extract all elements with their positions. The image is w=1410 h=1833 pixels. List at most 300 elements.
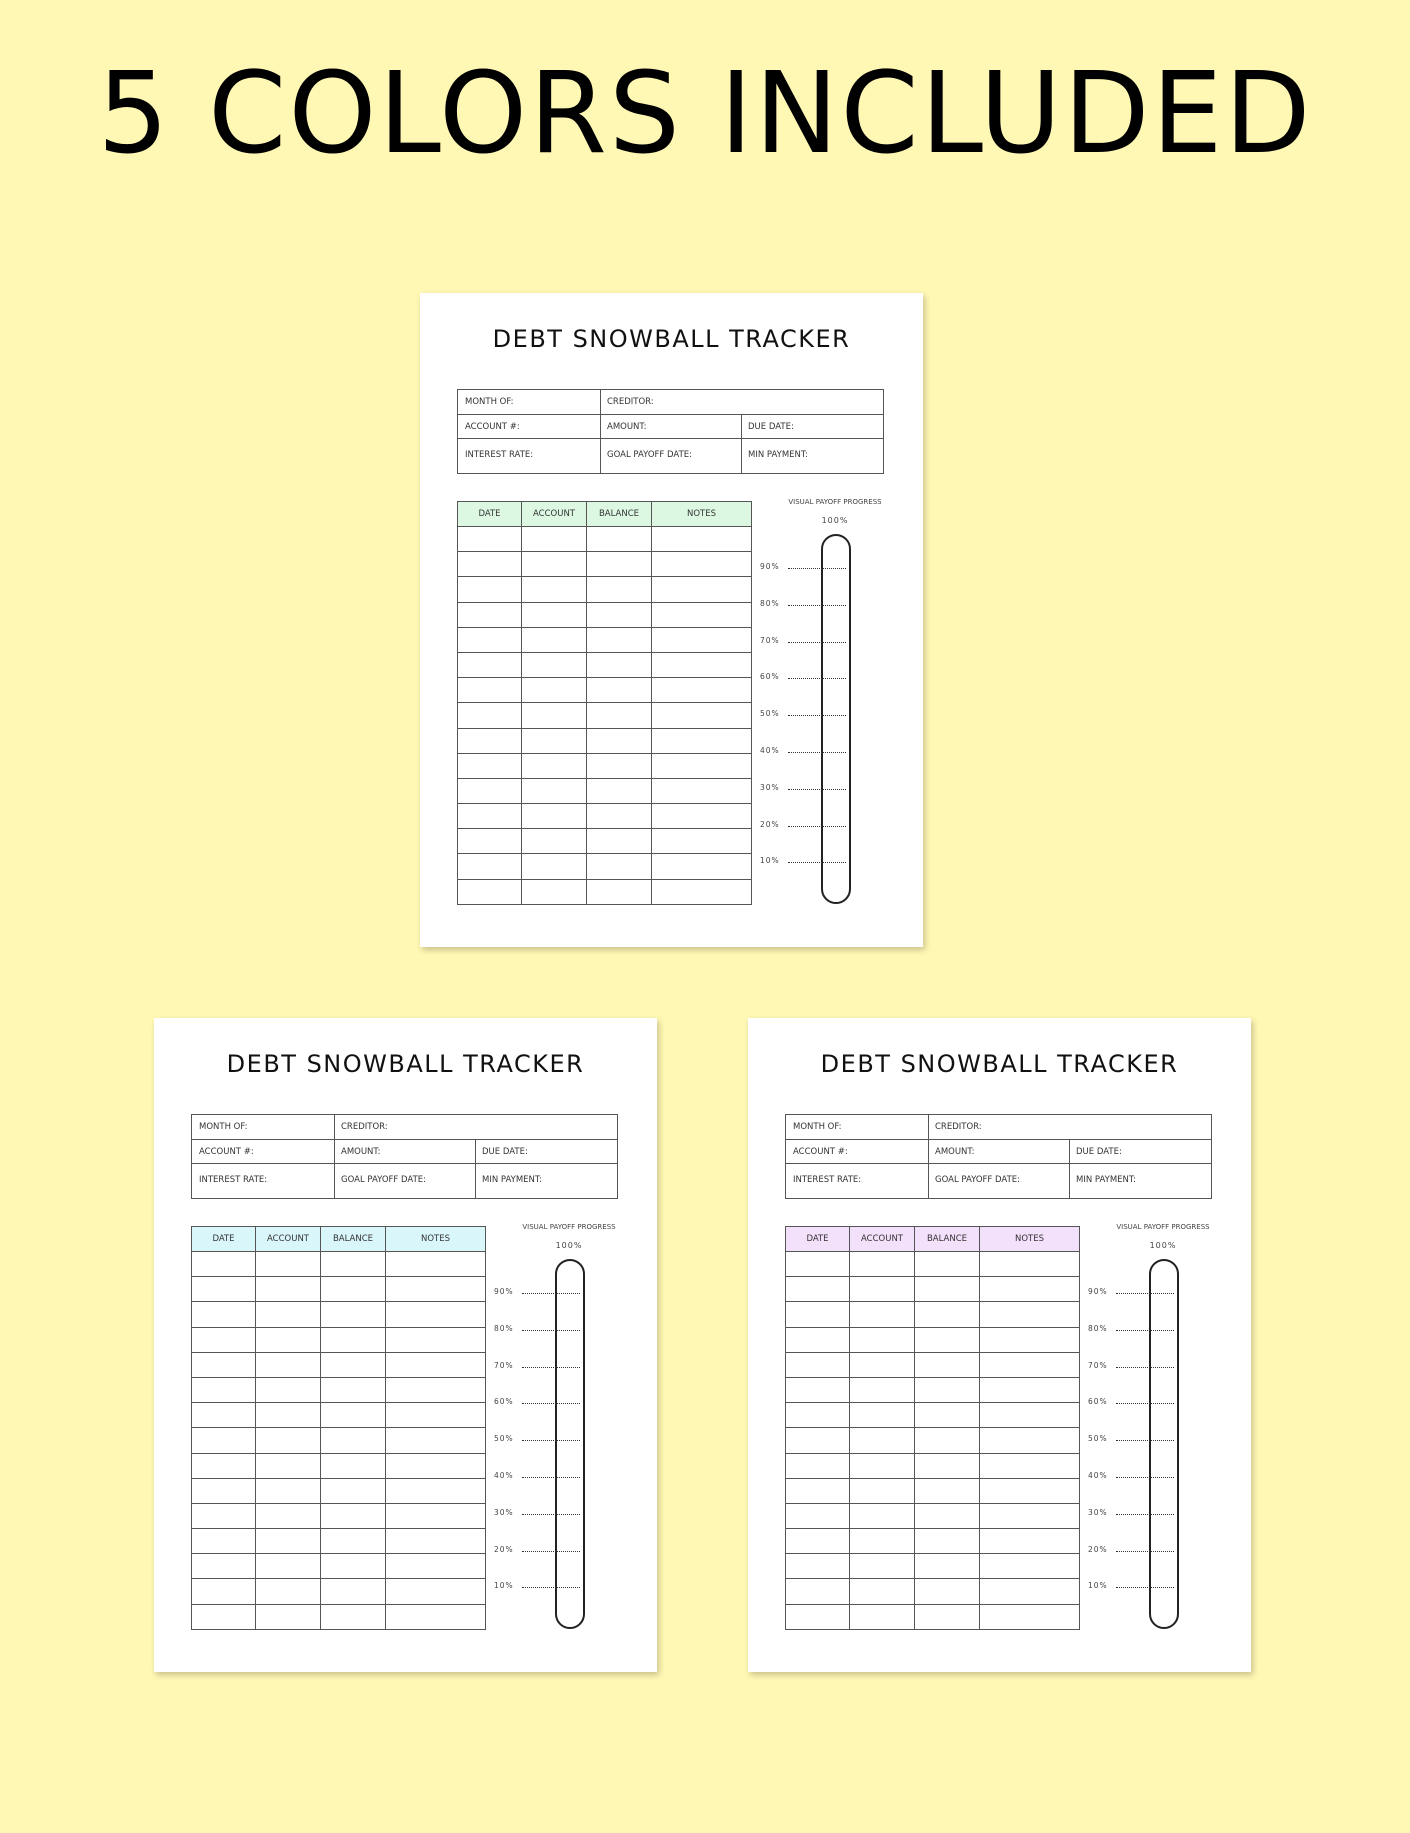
progress-mark-label: 40%: [494, 1471, 514, 1480]
table-cell: [192, 1478, 256, 1503]
account-number-label: ACCOUNT #:: [199, 1147, 254, 1157]
dotted-guide-line: [788, 789, 846, 790]
progress-mark: [760, 672, 880, 682]
table-cell: [192, 1327, 256, 1352]
table-cell: [587, 703, 652, 728]
table-cell: [256, 1302, 321, 1327]
dotted-guide-line: [788, 752, 846, 753]
dotted-guide-line: [788, 678, 846, 679]
table-cell: [256, 1503, 321, 1528]
table-cell: [786, 1478, 850, 1503]
table-row: [458, 778, 752, 803]
table-cell: [915, 1327, 980, 1352]
interest-rate-label: INTEREST RATE:: [465, 450, 534, 460]
dotted-guide-line: [788, 568, 846, 569]
payment-log-table: [191, 1226, 486, 1630]
column-header-notes: NOTES: [652, 502, 752, 527]
progress-title: VISUAL PAYOFF PROGRESS: [522, 1223, 616, 1231]
table-row: [458, 703, 752, 728]
table-row: [458, 527, 752, 552]
table-row: [192, 1529, 486, 1554]
progress-mark: [494, 1397, 614, 1407]
table-cell: [652, 879, 752, 904]
progress-mark-label: 80%: [494, 1323, 514, 1333]
table-cell: [587, 753, 652, 778]
table-cell: [980, 1252, 1080, 1277]
table-cell: [915, 1352, 980, 1377]
table-cell: [786, 1327, 850, 1352]
table-row: [192, 1352, 486, 1377]
amount-label: AMOUNT:: [935, 1147, 975, 1157]
table-cell: [850, 1579, 915, 1604]
table-cell: [458, 703, 522, 728]
table-cell: [386, 1277, 486, 1302]
progress-mark: [1088, 1434, 1208, 1444]
account-number-label: ACCOUNT #:: [793, 1147, 848, 1157]
table-cell: [786, 1377, 850, 1402]
table-cell: [652, 552, 752, 577]
table-cell: [522, 703, 587, 728]
table-cell: [256, 1453, 321, 1478]
progress-mark: [760, 562, 880, 572]
table-cell: [587, 552, 652, 577]
min-payment-label: MIN PAYMENT:: [748, 450, 809, 460]
table-cell: [256, 1554, 321, 1579]
progress-mark-label: 50%: [494, 1434, 514, 1444]
table-row: [458, 577, 752, 602]
table-cell: [522, 879, 587, 904]
dotted-guide-line: [1116, 1293, 1174, 1294]
table-row: [786, 1252, 1080, 1277]
table-cell: [458, 804, 522, 829]
table-cell: [192, 1352, 256, 1377]
table-row: [458, 602, 752, 627]
table-cell: [321, 1302, 386, 1327]
progress-mark: [1088, 1581, 1208, 1591]
table-cell: [915, 1403, 980, 1428]
table-row: [192, 1302, 486, 1327]
table-row: [192, 1277, 486, 1302]
amount-label: AMOUNT:: [341, 1147, 381, 1157]
table-row: [786, 1352, 1080, 1377]
progress-mark: [1088, 1287, 1208, 1297]
table-cell: [652, 627, 752, 652]
table-cell: [915, 1428, 980, 1453]
table-row: [786, 1529, 1080, 1554]
column-header-notes: NOTES: [386, 1227, 486, 1252]
due-date-label: DUE DATE:: [1076, 1147, 1122, 1157]
interest-rate-label: INTEREST RATE:: [793, 1175, 862, 1185]
table-cell: [587, 627, 652, 652]
column-header-date: DATE: [458, 502, 522, 527]
table-cell: [386, 1554, 486, 1579]
tracker-sheet-green: [420, 293, 923, 947]
progress-mark: [760, 856, 880, 866]
table-cell: [980, 1277, 1080, 1302]
dotted-guide-line: [788, 642, 846, 643]
table-cell: [652, 652, 752, 677]
debt-info-box: [457, 389, 884, 474]
table-cell: [587, 602, 652, 627]
table-cell: [386, 1377, 486, 1402]
progress-mark: [494, 1508, 614, 1518]
column-header-balance: BALANCE: [915, 1227, 980, 1252]
table-cell: [522, 652, 587, 677]
progress-mark: [1088, 1545, 1208, 1555]
column-header-balance: BALANCE: [587, 502, 652, 527]
table-cell: [256, 1529, 321, 1554]
table-cell: [915, 1529, 980, 1554]
table-cell: [321, 1554, 386, 1579]
progress-mark: [1088, 1397, 1208, 1407]
progress-mark-label: 40%: [760, 746, 780, 755]
table-cell: [786, 1403, 850, 1428]
table-cell: [386, 1453, 486, 1478]
table-cell: [321, 1352, 386, 1377]
progress-mark-label: 20%: [760, 819, 780, 829]
table-cell: [321, 1604, 386, 1629]
goal-payoff-date-label: GOAL PAYOFF DATE:: [935, 1175, 1020, 1185]
table-cell: [458, 854, 522, 879]
payment-log-table: [785, 1226, 1080, 1630]
table-row: [458, 854, 752, 879]
table-cell: [522, 778, 587, 803]
payoff-progress-gauge: [760, 498, 910, 918]
table-cell: [587, 778, 652, 803]
table-cell: [256, 1327, 321, 1352]
creditor-label: CREDITOR:: [607, 397, 654, 407]
table-cell: [850, 1529, 915, 1554]
table-cell: [386, 1252, 486, 1277]
table-cell: [321, 1377, 386, 1402]
progress-mark-label: 90%: [1088, 1287, 1108, 1296]
table-cell: [522, 728, 587, 753]
table-cell: [786, 1554, 850, 1579]
table-cell: [652, 678, 752, 703]
table-cell: [915, 1579, 980, 1604]
progress-100-label: 100%: [555, 1241, 583, 1250]
table-cell: [321, 1327, 386, 1352]
table-cell: [652, 577, 752, 602]
table-cell: [192, 1403, 256, 1428]
table-cell: [256, 1403, 321, 1428]
dotted-guide-line: [1116, 1440, 1174, 1441]
dotted-guide-line: [522, 1367, 580, 1368]
table-cell: [386, 1403, 486, 1428]
table-row: [786, 1403, 1080, 1428]
table-cell: [256, 1252, 321, 1277]
progress-mark: [494, 1471, 614, 1481]
table-cell: [587, 652, 652, 677]
table-cell: [786, 1428, 850, 1453]
table-row: [786, 1327, 1080, 1352]
progress-mark: [494, 1545, 614, 1555]
table-row: [192, 1478, 486, 1503]
table-cell: [386, 1352, 486, 1377]
table-cell: [786, 1302, 850, 1327]
table-cell: [386, 1604, 486, 1629]
table-cell: [522, 552, 587, 577]
table-cell: [386, 1529, 486, 1554]
dotted-guide-line: [522, 1440, 580, 1441]
table-cell: [192, 1302, 256, 1327]
progress-mark-label: 60%: [1088, 1397, 1108, 1407]
table-row: [192, 1252, 486, 1277]
progress-mark: [494, 1434, 614, 1444]
table-row: [786, 1478, 1080, 1503]
table-cell: [192, 1604, 256, 1629]
table-cell: [522, 577, 587, 602]
due-date-label: DUE DATE:: [748, 422, 794, 432]
table-cell: [850, 1453, 915, 1478]
table-cell: [386, 1503, 486, 1528]
table-cell: [915, 1604, 980, 1629]
column-header-balance: BALANCE: [321, 1227, 386, 1252]
table-cell: [980, 1554, 1080, 1579]
progress-mark-label: 10%: [1088, 1581, 1108, 1591]
table-cell: [652, 602, 752, 627]
progress-mark: [1088, 1471, 1208, 1481]
table-cell: [850, 1403, 915, 1428]
table-cell: [980, 1302, 1080, 1327]
table-row: [458, 804, 752, 829]
dotted-guide-line: [522, 1330, 580, 1331]
table-cell: [915, 1478, 980, 1503]
dotted-guide-line: [1116, 1587, 1174, 1588]
table-cell: [652, 854, 752, 879]
progress-mark: [760, 599, 880, 609]
table-cell: [458, 879, 522, 904]
dotted-guide-line: [522, 1587, 580, 1588]
dotted-guide-line: [522, 1293, 580, 1294]
payoff-progress-gauge: [1088, 1223, 1238, 1643]
progress-mark-label: 80%: [1088, 1323, 1108, 1333]
tracker-sheet-blue: [154, 1018, 657, 1672]
table-cell: [652, 778, 752, 803]
table-cell: [321, 1277, 386, 1302]
month-of-label: MONTH OF:: [793, 1122, 842, 1132]
debt-info-box: [191, 1114, 618, 1199]
table-cell: [850, 1277, 915, 1302]
table-cell: [980, 1453, 1080, 1478]
progress-mark: [494, 1287, 614, 1297]
table-row: [458, 552, 752, 577]
table-cell: [980, 1327, 1080, 1352]
table-cell: [522, 627, 587, 652]
progress-mark: [1088, 1361, 1208, 1371]
dotted-guide-line: [522, 1477, 580, 1478]
table-cell: [321, 1529, 386, 1554]
table-cell: [321, 1579, 386, 1604]
table-cell: [850, 1302, 915, 1327]
table-cell: [786, 1529, 850, 1554]
dotted-guide-line: [522, 1514, 580, 1515]
table-cell: [652, 527, 752, 552]
table-row: [786, 1554, 1080, 1579]
debt-info-box: [785, 1114, 1212, 1199]
progress-mark: [494, 1324, 614, 1334]
table-cell: [850, 1352, 915, 1377]
table-cell: [980, 1377, 1080, 1402]
progress-mark-label: 90%: [494, 1287, 514, 1296]
table-cell: [192, 1377, 256, 1402]
column-header-account: ACCOUNT: [256, 1227, 321, 1252]
progress-mark: [760, 709, 880, 719]
table-row: [458, 879, 752, 904]
table-cell: [458, 602, 522, 627]
table-cell: [458, 678, 522, 703]
table-cell: [786, 1579, 850, 1604]
progress-mark-label: 30%: [494, 1507, 514, 1517]
dotted-guide-line: [1116, 1477, 1174, 1478]
table-cell: [321, 1252, 386, 1277]
table-cell: [915, 1302, 980, 1327]
month-of-label: MONTH OF:: [465, 397, 514, 407]
table-cell: [915, 1554, 980, 1579]
table-cell: [192, 1277, 256, 1302]
progress-mark: [494, 1361, 614, 1371]
progress-mark-label: 60%: [494, 1397, 514, 1407]
progress-mark-label: 90%: [760, 562, 780, 571]
table-header-row: [458, 502, 752, 527]
table-cell: [850, 1503, 915, 1528]
table-cell: [980, 1428, 1080, 1453]
progress-mark: [760, 820, 880, 830]
table-cell: [386, 1302, 486, 1327]
dotted-guide-line: [1116, 1330, 1174, 1331]
table-cell: [192, 1453, 256, 1478]
table-cell: [192, 1503, 256, 1528]
progress-mark-label: 30%: [760, 782, 780, 792]
table-cell: [980, 1604, 1080, 1629]
progress-mark: [494, 1581, 614, 1591]
table-row: [192, 1453, 486, 1478]
table-cell: [850, 1554, 915, 1579]
dotted-guide-line: [522, 1403, 580, 1404]
table-header-row: [192, 1227, 486, 1252]
table-cell: [192, 1529, 256, 1554]
table-cell: [587, 879, 652, 904]
table-cell: [786, 1352, 850, 1377]
table-cell: [850, 1478, 915, 1503]
tracker-sheet-purple: [748, 1018, 1251, 1672]
column-header-notes: NOTES: [980, 1227, 1080, 1252]
creditor-label: CREDITOR:: [935, 1122, 982, 1132]
table-cell: [850, 1252, 915, 1277]
sheet-title: DEBT SNOWBALL TRACKER: [492, 325, 851, 353]
table-cell: [850, 1377, 915, 1402]
creditor-label: CREDITOR:: [341, 1122, 388, 1132]
table-cell: [321, 1403, 386, 1428]
table-row: [458, 829, 752, 854]
min-payment-label: MIN PAYMENT:: [1076, 1175, 1137, 1185]
table-cell: [256, 1352, 321, 1377]
progress-mark-label: 10%: [494, 1581, 514, 1591]
month-of-label: MONTH OF:: [199, 1122, 248, 1132]
table-cell: [587, 728, 652, 753]
table-cell: [458, 652, 522, 677]
column-header-date: DATE: [786, 1227, 850, 1252]
table-row: [458, 627, 752, 652]
table-cell: [915, 1503, 980, 1528]
column-header-date: DATE: [192, 1227, 256, 1252]
table-cell: [321, 1478, 386, 1503]
table-cell: [256, 1277, 321, 1302]
progress-mark: [760, 746, 880, 756]
table-row: [192, 1428, 486, 1453]
progress-mark-label: 20%: [1088, 1544, 1108, 1554]
table-row: [786, 1277, 1080, 1302]
interest-rate-label: INTEREST RATE:: [199, 1175, 268, 1185]
table-cell: [458, 627, 522, 652]
progress-title: VISUAL PAYOFF PROGRESS: [788, 498, 882, 506]
table-cell: [587, 577, 652, 602]
sheet-title: DEBT SNOWBALL TRACKER: [226, 1050, 585, 1078]
table-cell: [786, 1604, 850, 1629]
table-row: [786, 1604, 1080, 1629]
table-cell: [321, 1503, 386, 1528]
table-cell: [522, 753, 587, 778]
table-cell: [915, 1453, 980, 1478]
page-headline: 5 COLORS INCLUDED: [97, 49, 1313, 179]
table-row: [458, 652, 752, 677]
dotted-guide-line: [788, 826, 846, 827]
table-cell: [458, 577, 522, 602]
table-cell: [522, 527, 587, 552]
table-cell: [321, 1453, 386, 1478]
table-cell: [522, 854, 587, 879]
table-cell: [587, 829, 652, 854]
sheet-title: DEBT SNOWBALL TRACKER: [820, 1050, 1179, 1078]
table-row: [786, 1453, 1080, 1478]
table-cell: [192, 1428, 256, 1453]
dotted-guide-line: [1116, 1403, 1174, 1404]
progress-mark-label: 50%: [1088, 1434, 1108, 1444]
progress-mark-label: 70%: [760, 635, 780, 645]
table-cell: [652, 804, 752, 829]
table-cell: [652, 753, 752, 778]
progress-mark-label: 10%: [760, 856, 780, 866]
progress-mark-label: 60%: [760, 672, 780, 682]
progress-mark: [1088, 1324, 1208, 1334]
table-cell: [850, 1604, 915, 1629]
table-cell: [850, 1327, 915, 1352]
dotted-guide-line: [788, 605, 846, 606]
table-cell: [458, 778, 522, 803]
table-row: [458, 728, 752, 753]
table-cell: [652, 728, 752, 753]
table-cell: [980, 1529, 1080, 1554]
dotted-guide-line: [1116, 1551, 1174, 1552]
table-cell: [786, 1453, 850, 1478]
table-cell: [522, 678, 587, 703]
table-cell: [915, 1252, 980, 1277]
table-row: [192, 1327, 486, 1352]
table-cell: [587, 804, 652, 829]
progress-mark-label: 30%: [1088, 1507, 1108, 1517]
dotted-guide-line: [522, 1551, 580, 1552]
progress-mark-label: 70%: [1088, 1360, 1108, 1370]
table-cell: [652, 703, 752, 728]
table-row: [786, 1377, 1080, 1402]
table-cell: [386, 1478, 486, 1503]
due-date-label: DUE DATE:: [482, 1147, 528, 1157]
table-cell: [786, 1277, 850, 1302]
table-header-row: [786, 1227, 1080, 1252]
account-number-label: ACCOUNT #:: [465, 422, 520, 432]
table-cell: [256, 1604, 321, 1629]
table-cell: [192, 1579, 256, 1604]
